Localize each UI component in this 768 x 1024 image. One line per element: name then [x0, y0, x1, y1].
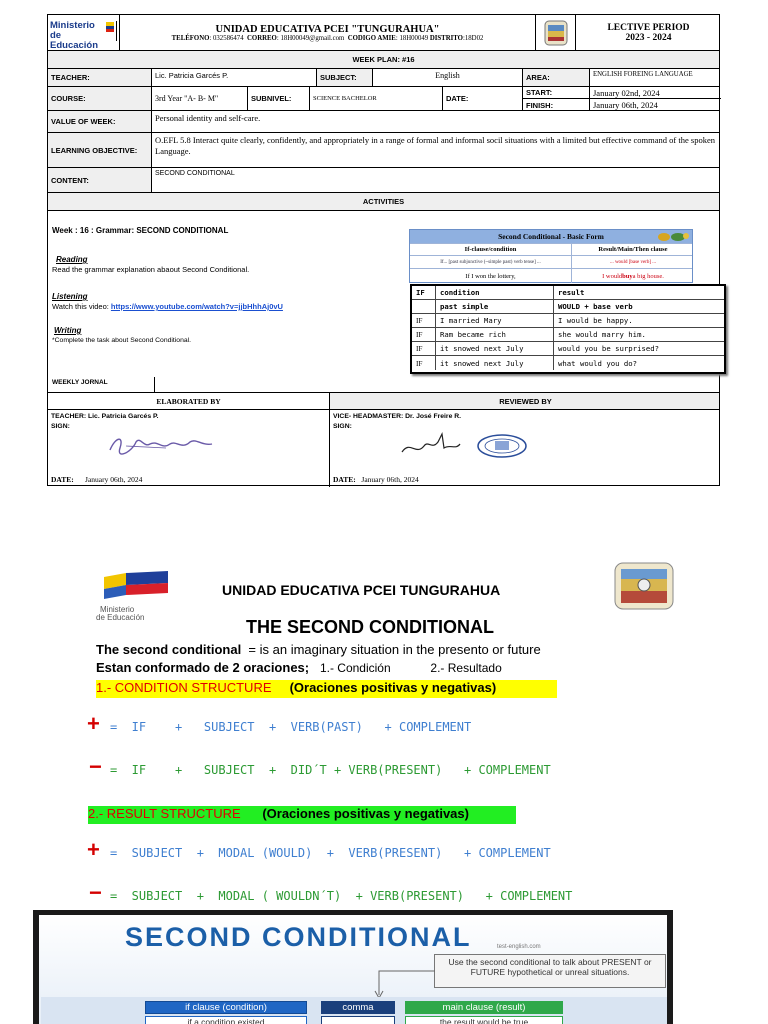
course-label: COURSE:	[48, 87, 152, 110]
cond-table-row	[412, 342, 724, 356]
teacher-value: Lic. Patricia Garcés P.	[152, 69, 317, 86]
tab-comma: comma	[321, 1001, 395, 1014]
cond-table-row-if: IF	[412, 342, 436, 355]
vice-date-line	[333, 475, 419, 484]
page2-main-title: THE SECOND CONDITIONAL	[246, 617, 495, 637]
page2-ministry-logo	[96, 571, 170, 622]
week-grammar-line: Week : 16 : Grammar: SECOND CONDITIONAL	[52, 226, 229, 235]
lective-period	[576, 15, 721, 50]
cond-table-row-result: would you be surprised?	[558, 344, 660, 353]
cond-heading-text: 1.- CONDITION STRUCTURE	[96, 680, 272, 695]
infographic-note: Use the second conditional to talk about PRESENT or FUTURE hypothetical or unreal situations.	[434, 954, 666, 988]
start-finish-labels	[523, 87, 590, 110]
basic-form-col2-header: Result/Main/Then clause	[598, 246, 668, 253]
school-info	[120, 15, 536, 50]
cond-table-row	[412, 356, 724, 370]
teacher-label: TEACHER:	[48, 69, 152, 86]
cond-table-row-if: IF	[412, 314, 436, 327]
cond-positive-structure: = IF + SUBJECT + VERB(PAST) + COMPLEMENT	[110, 720, 472, 734]
plan-header-row	[48, 15, 719, 51]
jornal-divider	[154, 377, 155, 393]
subject-label: SUBJECT:	[317, 69, 373, 86]
weekly-jornal-label: WEEKLY JORNAL	[52, 379, 108, 386]
school-crest	[536, 15, 576, 50]
subnivel-value: SCIENCE BACHELOR	[310, 87, 443, 110]
ministry-line2: de Educación	[50, 30, 99, 50]
vice-date-value: January 06th, 2024	[361, 475, 419, 484]
cond-table-row-result: what would you do?	[558, 358, 638, 368]
teacher-date-line	[51, 475, 142, 484]
cond-plus-sign: +	[87, 711, 100, 736]
conditional-examples-table	[410, 284, 726, 374]
intro-line2-a: 1.- Condición	[319, 661, 391, 675]
activities-body	[48, 211, 719, 393]
listening-prefix: Watch this video:	[52, 302, 111, 311]
video-link[interactable]: https://www.youtube.com/watch?v=jjbHhhAj0vU	[110, 302, 283, 311]
school-title: UNIDAD EDUCATIVA PCEI "TUNGURAHUA"	[215, 23, 440, 35]
teacher-sign-label: SIGN:	[51, 423, 70, 430]
result-plus-sign: +	[87, 837, 100, 862]
intro-line2-b: 2.- Resultado	[430, 661, 502, 675]
cond-table-header-row	[412, 286, 724, 300]
writing-title: Writing	[54, 326, 82, 335]
result-heading-note: (Oraciones positivas y negativas)	[262, 806, 469, 821]
signature-body-row	[48, 410, 719, 487]
course-value: 3rd Year "A- B- M"	[152, 87, 248, 110]
cond-table-row-condition: it snowed next July	[436, 342, 554, 355]
finish-label: FINISH:	[526, 100, 554, 110]
basic-form-row1-col1: If... [past subjunctive (~simple past) verb tense] ...	[410, 256, 572, 268]
cond-negative-structure: = IF + SUBJECT + DID´T + VERB(PRESENT) + COMPLEMENT	[110, 763, 551, 777]
value-row	[48, 111, 719, 133]
reading-title: Reading	[56, 255, 88, 264]
writing-text: *Complete the task about Second Conditional.	[52, 337, 192, 344]
subnivel-label: SUBNIVEL:	[248, 87, 310, 110]
basic-form-row2-col1: If I won the lottery,	[410, 269, 572, 283]
teacher-signature-icon	[106, 432, 216, 458]
intro-line2-prefix: Estan conformado de 2 oraciones;	[96, 660, 310, 675]
result-minus-sign: −	[89, 880, 102, 905]
week-plan-table	[47, 14, 720, 486]
basic-form-title: Second Conditional - Basic Form	[498, 232, 604, 241]
basic-form-table	[409, 229, 693, 283]
condition-structure-heading	[96, 680, 557, 698]
cond-table-row-condition: I married Mary	[436, 314, 554, 327]
cond-table-sub-result: WOULD + base verb	[558, 302, 633, 311]
cond-table-row	[412, 314, 724, 328]
area-value: ENGLISH FOREING LANGUAGE	[593, 71, 693, 78]
infographic-watermark: test-english.com	[497, 944, 541, 950]
start-value: January 02nd, 2024	[590, 87, 721, 99]
signature-headings-row	[48, 393, 719, 410]
tab-main-clause: main clause (result)	[405, 1001, 563, 1014]
cond-table-row-condition: it snowed next July	[436, 356, 554, 370]
elaborated-by: ELABORATED BY	[48, 393, 330, 409]
week-plan-label: WEEK PLAN: #16	[352, 55, 415, 64]
cond-table-subheader-row	[412, 300, 724, 314]
teacher-row	[48, 69, 719, 87]
lective-period-label: LECTIVE PERIOD	[607, 22, 690, 33]
result-heading-text: 2.- RESULT STRUCTURE	[88, 806, 241, 821]
content-label: CONTENT:	[48, 168, 152, 192]
result-positive-structure: = SUBJECT + MODAL (WOULD) + VERB(PRESENT) + COMPLEMENT	[110, 846, 551, 860]
area-label: AREA:	[523, 69, 590, 86]
page2-school-title: UNIDAD EDUCATIVA PCEI TUNGURAHUA	[222, 582, 501, 598]
date-label: DATE:	[443, 87, 523, 110]
infographic-title: SECOND CONDITIONAL	[125, 922, 472, 952]
basic-form-header-row	[410, 244, 692, 256]
cond-minus-sign: −	[89, 754, 102, 779]
result-structure-heading	[88, 806, 516, 824]
teacher-date-value: January 06th, 2024	[85, 475, 143, 484]
course-row	[48, 87, 719, 111]
teacher-signature-block	[48, 410, 330, 487]
listening-line	[52, 302, 283, 311]
ministry-flag-logo-icon	[96, 571, 170, 601]
basic-form-col1-header: If-clause/condition	[410, 244, 572, 255]
intro-prefix: The second conditional	[96, 642, 242, 657]
cond-table-sub-condition: past simple	[436, 300, 554, 313]
vice-sign-label: SIGN:	[333, 423, 352, 430]
intro-line2	[96, 660, 502, 675]
basic-form-row1	[410, 256, 692, 269]
page2-ministry-line1: Ministerio	[100, 605, 135, 614]
cond-table-row-if: IF	[412, 328, 436, 341]
objective-row	[48, 133, 719, 168]
content-row	[48, 168, 719, 193]
school-contacts: TELÉFONO: 032586474 CORREO: 18H00049@gmail.com CODIGO AMIE: 18H00049 DISTRITO:18D02	[171, 34, 484, 42]
teacher-sign-name: TEACHER: Lic. Patricia Garcés P.	[51, 413, 159, 420]
coat-of-arms-icon	[105, 21, 114, 33]
cond-table-row-if: IF	[412, 356, 436, 370]
week-plan-row	[48, 51, 719, 69]
basic-form-row2-col2: I would buy a big house.	[602, 272, 664, 280]
reviewed-by: REVIEWED BY	[499, 396, 552, 406]
second-conditional-infographic	[33, 910, 673, 1024]
vice-signature-stamp-icon	[398, 430, 528, 460]
activities-heading-row	[48, 193, 719, 211]
value-value: Personal identity and self-care.	[155, 113, 261, 123]
tab-if-clause: if clause (condition)	[145, 1001, 307, 1014]
ministry-line1: Ministerio	[50, 20, 95, 31]
content-value: SECOND CONDITIONAL	[155, 170, 235, 177]
cond-table-result-header: result	[558, 288, 585, 297]
intro-line1	[96, 642, 541, 657]
cond-table-if-header: IF	[412, 286, 436, 299]
cond-table-row	[412, 328, 724, 342]
basic-form-title-row	[410, 230, 692, 244]
result-negative-structure: = SUBJECT + MODAL ( WOULDN´T) + VERB(PRESENT) + COMPLEMENT	[110, 889, 573, 903]
cond-table-row-condition: Ram became rich	[436, 328, 554, 341]
vice-sign-name: VICE- HEADMASTER: Dr. José Freire R.	[333, 413, 462, 420]
objective-label: LEARNING OBJECTIVE:	[48, 133, 152, 167]
start-label: START:	[523, 87, 589, 99]
value-label: VALUE OF WEEK:	[48, 111, 152, 132]
cond-table-condition-header: condition	[436, 286, 554, 299]
cut-if-clause: if a condition existed	[145, 1016, 307, 1024]
intro-suffix: = is an imaginary situation in the presento or future	[248, 642, 541, 657]
basic-form-row2	[410, 269, 692, 283]
cond-table-row-result: she would marry him.	[558, 330, 646, 339]
activities-heading: ACTIVITIES	[362, 197, 405, 206]
arrow-connector-icon	[369, 965, 439, 1001]
school-crest-icon	[543, 19, 569, 47]
objective-value: O.EFL 5.8 Interact quite clearly, confidently, and appropriately in a range of formal and informal socil situations with a limited but effective command of the spoken Language.	[155, 135, 715, 156]
subject-value: English	[373, 69, 523, 86]
page2-school-crest-icon	[613, 561, 675, 611]
bugs-clipart-icon	[656, 231, 690, 243]
teacher-date-label: DATE:	[51, 475, 74, 484]
finish-value: January 06th, 2024	[593, 100, 658, 110]
cond-heading-note: (Oraciones positivas y negativas)	[289, 680, 497, 695]
basic-form-row1-col2: ... would [base verb] ...	[609, 259, 657, 265]
lective-period-value: 2023 - 2024	[625, 32, 672, 43]
ministry-logo	[48, 15, 120, 50]
cond-table-row-result: I would be happy.	[558, 316, 633, 325]
start-finish-values	[590, 87, 721, 110]
vice-signature-block	[330, 410, 721, 487]
listening-title: Listening	[52, 292, 88, 301]
vice-date-label: DATE:	[333, 475, 356, 484]
reading-text: Read the grammar explanation abaout Second Conditional.	[52, 265, 250, 274]
cut-main-clause: the result would be true	[405, 1016, 563, 1024]
page2-ministry-line2: de Educación	[96, 613, 145, 622]
